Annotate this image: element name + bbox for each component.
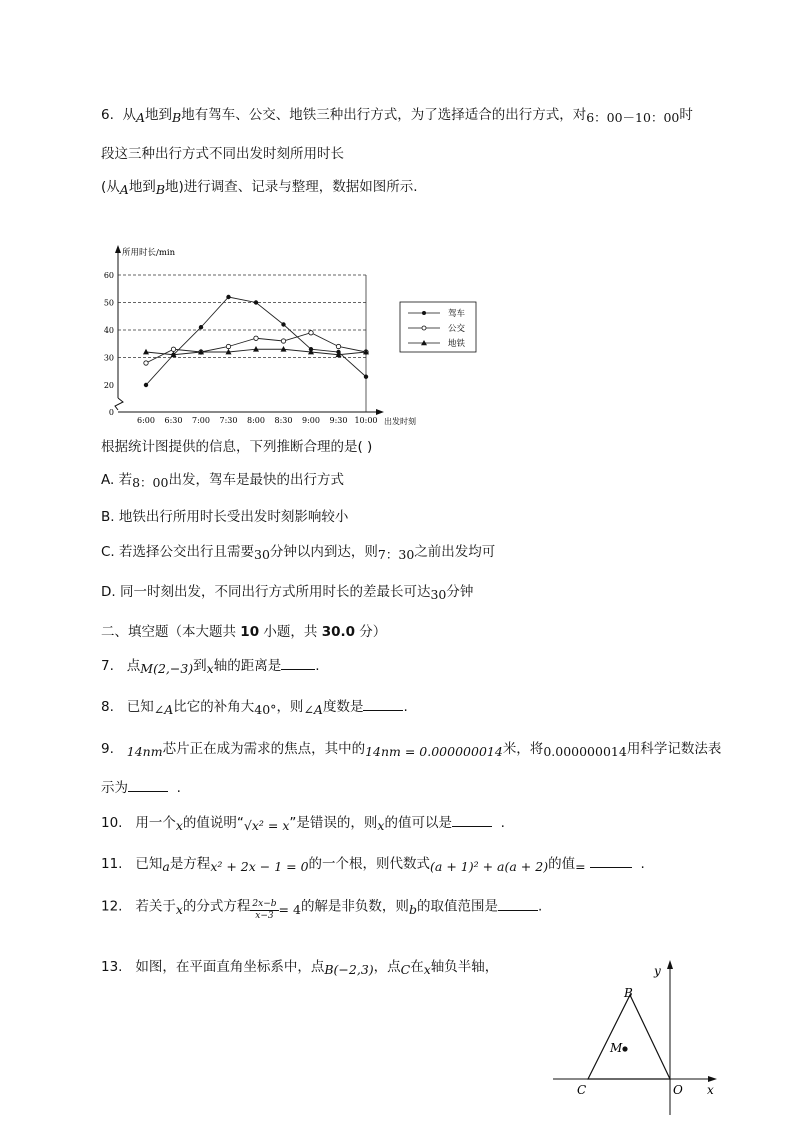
- q8-answer-blank[interactable]: [363, 698, 403, 711]
- x-tick-label: 9:30: [329, 416, 348, 425]
- line-chart: [100, 240, 480, 430]
- axis-break: [115, 398, 123, 410]
- y-axis-arrow: [667, 960, 673, 969]
- q6-option-a: A. 若8：00出发，驾车是最快的出行方式: [101, 472, 344, 490]
- y-tick-label: 30: [103, 353, 114, 363]
- q9-line1: 9. 14nm芯片正在成为需求的焦点，其中的14nm = 0.000000014米，将0.000000014用科学记数法表: [101, 741, 722, 759]
- fraction: $\frac{2x-b}{x-3}$: [252, 899, 277, 921]
- q10: 10. 用一个x的值说明“√x² = x”是错误的，则x的值可以是 .: [101, 815, 505, 833]
- x-tick-label: 7:00: [192, 416, 210, 425]
- y-tick-label: 50: [103, 298, 114, 308]
- x-tick-label: 6:30: [164, 416, 183, 425]
- point-2: [143, 349, 149, 355]
- point-0: [199, 325, 203, 329]
- point-m: [622, 1046, 627, 1051]
- x-tick-label: 7:30: [219, 416, 238, 425]
- q11-answer-blank[interactable]: [590, 855, 632, 868]
- q6-question: 根据统计图提供的信息，下列推断合理的是( ): [101, 439, 373, 455]
- y-tick-label: 60: [103, 271, 114, 280]
- legend-label-0: 驾车: [448, 309, 466, 319]
- q6-line1: 6. 从A地到B地有驾车、公交、地铁三种出行方式，为了选择适合的出行方式，对6：00－10：00时: [101, 107, 693, 125]
- point-0: [254, 300, 258, 304]
- x-tick-label: 8:30: [274, 416, 293, 425]
- series-line-0: [146, 297, 366, 385]
- y-axis-arrow: [115, 245, 121, 253]
- q12: 12. 若关于x的分式方程 $\frac{2x-b}{x-3}$ = 4的解是非负数，则b的取值范围是 .: [101, 898, 543, 921]
- point-1: [336, 344, 340, 348]
- x-tick-label: 9:00: [302, 416, 320, 425]
- point-0: [281, 322, 285, 326]
- q9-answer-blank[interactable]: [128, 779, 168, 792]
- x-axis-arrow: [708, 1076, 717, 1082]
- q7-answer-blank[interactable]: [281, 657, 315, 670]
- x-tick-label: 6:00: [137, 416, 155, 425]
- q8: 8. 已知∠A比它的补角大40°，则∠A度数是 .: [101, 699, 408, 717]
- label-y: y: [654, 964, 661, 978]
- q6-option-c: C. 若选择公交出行且需要30分钟以内到达，则7：30之前出发均可: [101, 544, 496, 562]
- legend-marker-1: [422, 326, 426, 330]
- point-1: [309, 331, 313, 335]
- x-axis-arrow: [376, 409, 384, 415]
- y-tick-label: 0: [108, 408, 114, 417]
- point-1: [226, 344, 230, 348]
- q7: 7. 点M(2,−3)到x轴的距离是 .: [101, 658, 320, 676]
- point-0: [364, 375, 368, 379]
- label-o: O: [673, 1083, 683, 1097]
- q11: 11. 已知a是方程x² + 2x − 1 = 0的一个根，则代数式(a + 1)² + a(a + 2)的值= .: [101, 856, 645, 874]
- q10-answer-blank[interactable]: [452, 814, 492, 827]
- q6-option-d: D. 同一时刻出发，不同出行方式所用时长的差最长可达30分钟: [101, 584, 474, 602]
- point-1: [281, 339, 285, 343]
- point-1: [171, 347, 175, 351]
- point-1: [254, 336, 258, 340]
- q6-line3: (从A地到B地)进行调查、记录与整理，数据如图所示.: [101, 179, 418, 197]
- legend-marker-0: [422, 311, 426, 315]
- label-x: x: [707, 1083, 714, 1097]
- q9-line2: 示为 .: [101, 780, 181, 796]
- label-c: C: [577, 1083, 587, 1097]
- triangle-bco: [588, 995, 670, 1079]
- label-b: B: [624, 986, 633, 1000]
- legend-label-1: 公交: [448, 324, 466, 334]
- y-tick-label: 40: [103, 326, 114, 335]
- q12-answer-blank[interactable]: [498, 898, 538, 911]
- label-m: M: [610, 1041, 623, 1055]
- coordinate-figure: [550, 955, 725, 1120]
- q6-option-b: B. 地铁出行所用时长受出发时刻影响较小: [101, 509, 349, 525]
- point-0: [226, 295, 230, 299]
- section-heading: 二、填空题（本大题共 10 小题，共 30.0 分）: [101, 624, 387, 640]
- point-1: [144, 361, 148, 365]
- q6-line2: 段这三种出行方式不同出发时刻所用时长: [101, 146, 344, 162]
- x-axis-label: 出发时刻: [384, 417, 416, 426]
- y-axis-label: 所用时长/min: [122, 248, 176, 258]
- x-tick-label: 10:00: [354, 416, 378, 425]
- point-0: [144, 383, 148, 387]
- q13: 13. 如图，在平面直角坐标系中，点B(−2,3)，点C在x轴负半轴，: [101, 959, 499, 977]
- x-tick-label: 8:00: [247, 416, 265, 425]
- y-tick-label: 20: [103, 381, 114, 390]
- legend-label-2: 地铁: [448, 339, 466, 349]
